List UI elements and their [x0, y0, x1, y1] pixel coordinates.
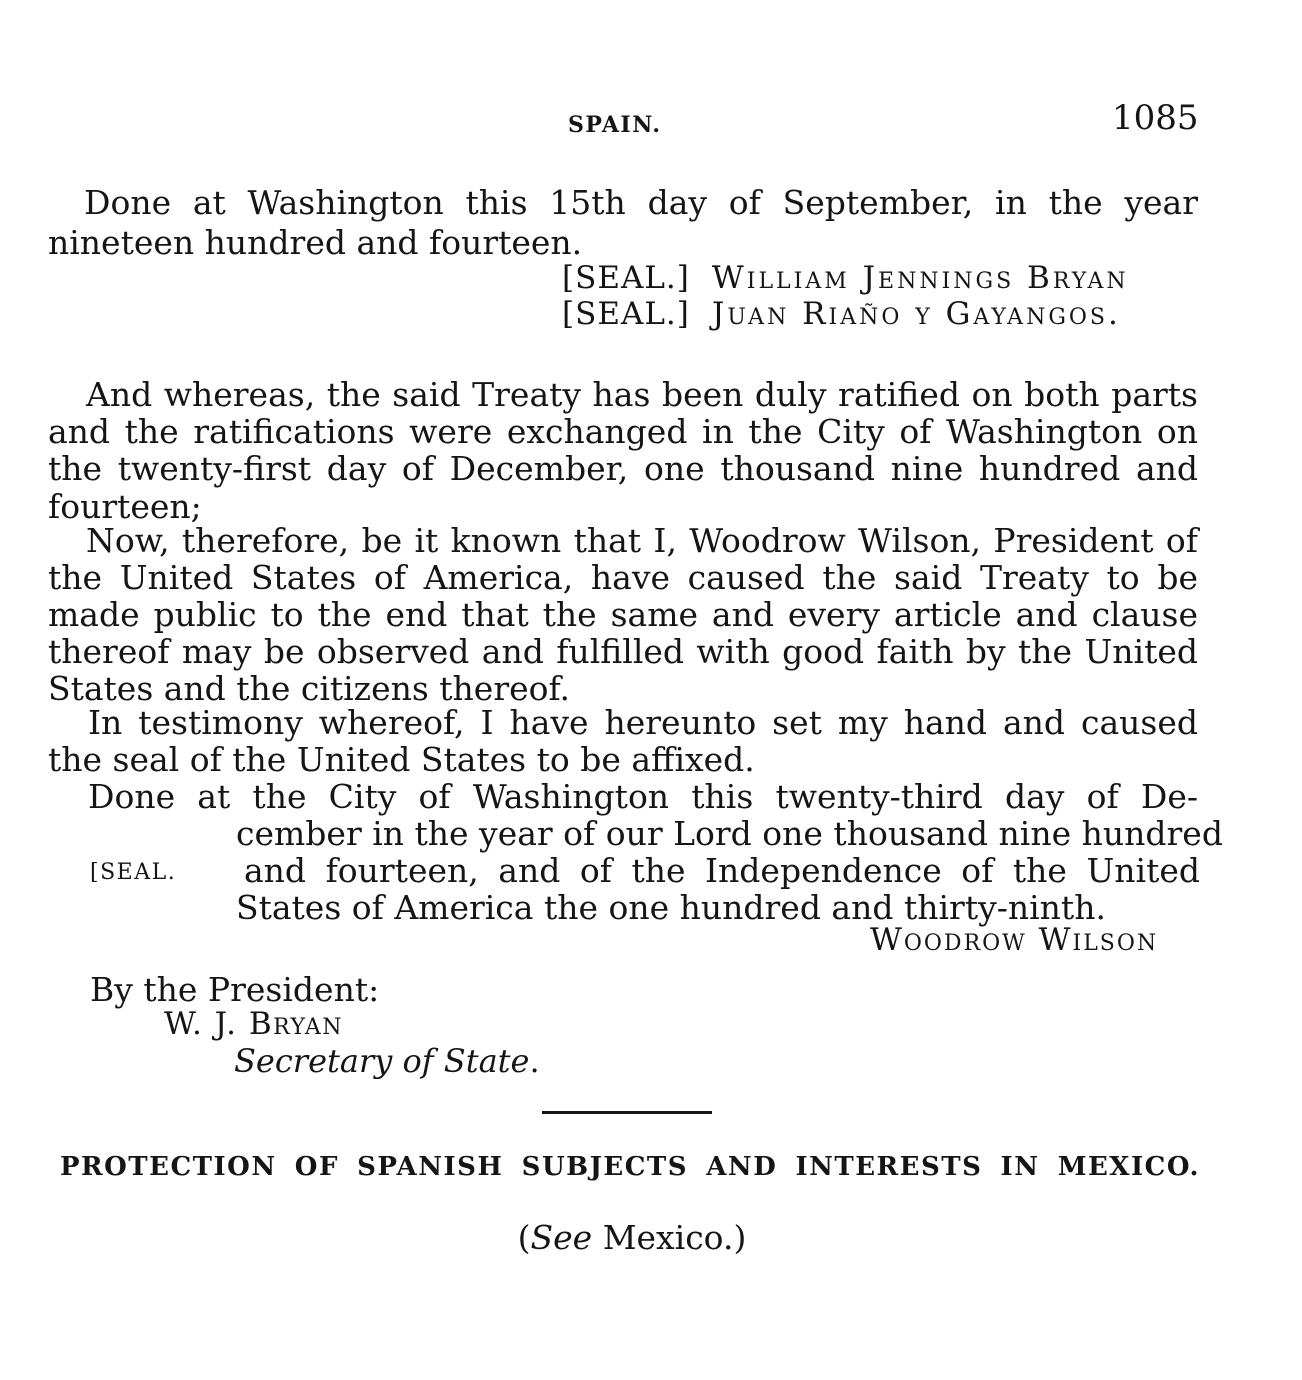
seal-tag: [SEAL.] — [562, 296, 690, 332]
signatory-name: William Jennings Bryan — [711, 260, 1129, 296]
side-seal-mark: [SEAL. — [90, 860, 177, 885]
now-line-2: the United States of America, have caused the said Treaty to be — [48, 558, 1198, 597]
now-line-4: thereof may be observed and fulfilled with good faith by the United — [48, 632, 1198, 671]
see-open-paren: ( — [517, 1218, 531, 1257]
done-second-line-2: cember in the year of our Lord one thousand nine hundred — [236, 814, 1223, 853]
seal-signature-riano — [562, 296, 1121, 332]
testimony-line-1: In testimony whereof, I have hereunto set my hand and caused — [88, 703, 1198, 742]
attestor-title-period: . — [529, 1042, 540, 1080]
testimony-line-2: the seal of the United States to be affixed. — [48, 740, 755, 779]
now-line-3: made public to the end that the same and every article and clause — [48, 595, 1198, 634]
attestor-title — [234, 1042, 540, 1080]
president-signature: Woodrow Wilson — [870, 922, 1159, 958]
whereas-line-3: the twenty-first day of December, one thousand nine hundred and — [48, 449, 1198, 488]
running-header: SPAIN. — [568, 112, 662, 138]
see-reference — [0, 1218, 1264, 1257]
section-title: PROTECTION OF SPANISH SUBJECTS AND INTERESTS IN MEXICO. — [60, 1152, 1200, 1182]
see-italic: See — [530, 1218, 593, 1257]
done-first-line-2: nineteen hundred and fourteen. — [48, 223, 583, 262]
seal-signature-bryan — [562, 260, 1129, 296]
now-line-5: States and the citizens thereof. — [48, 669, 571, 708]
done-first-line-1: Done at Washington this 15th day of September, in the year — [84, 183, 1198, 222]
page-number: 1085 — [1112, 98, 1199, 138]
seal-tag: [SEAL.] — [562, 260, 690, 296]
whereas-line-1: And whereas, the said Treaty has been duly ratified on both parts — [86, 375, 1198, 414]
now-line-1: Now, therefore, be it known that I, Woodrow Wilson, President of — [86, 521, 1198, 560]
section-divider — [542, 1111, 712, 1114]
done-second-line-4: States of America the one hundred and thirty-ninth. — [236, 888, 1106, 927]
whereas-line-2: and the ratifications were exchanged in the City of Washington on — [48, 412, 1198, 451]
done-second-line-1: Done at the City of Washington this twenty-third day of De- — [88, 777, 1198, 816]
signatory-name: Juan Riaño y Gayangos. — [711, 296, 1121, 332]
whereas-line-4: fourteen; — [48, 487, 202, 526]
see-rest: Mexico.) — [592, 1218, 747, 1257]
by-the-president: By the President: — [90, 970, 380, 1009]
attestor-title-italic: Secretary of State — [234, 1042, 530, 1080]
attestor-name: W. J. Bryan — [164, 1006, 344, 1042]
done-second-line-3: and fourteen, and of the Independence of the United — [244, 851, 1200, 890]
